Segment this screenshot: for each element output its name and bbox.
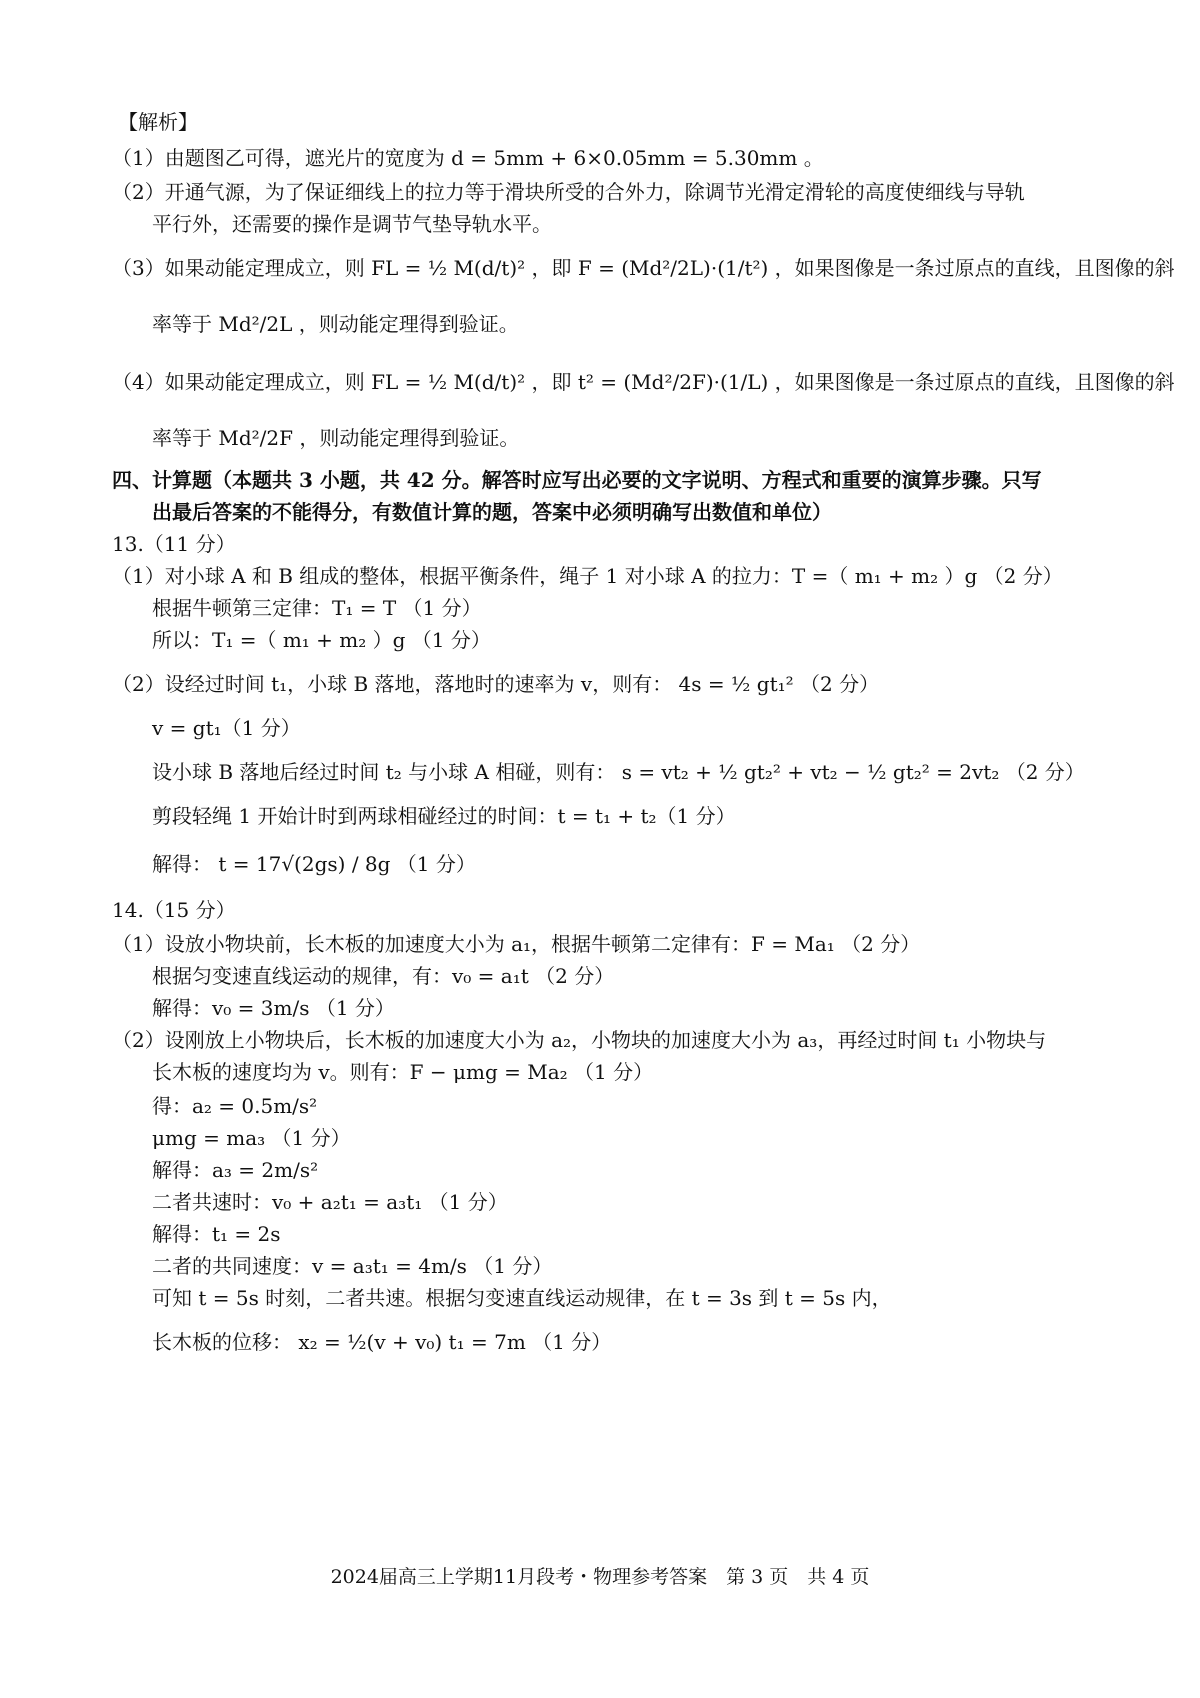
q13-part-1-line-2: 根据牛顿第三定律：T₁ = T （1 分） <box>152 596 482 620</box>
section-4-heading-line-1: 四、计算题（本题共 3 小题，共 42 分。解答时应写出必要的文字说明、方程式和重要的演算步骤。只写 <box>112 468 1042 492</box>
q14-part-1-line-3: 解得：v₀ = 3m/s （1 分） <box>152 996 395 1020</box>
page-footer: 2024届高三上学期11月段考・物理参考答案 第 3 页 共 4 页 <box>330 1566 870 1588</box>
lab-part-2-line-2: 平行外，还需要的操作是调节气垫导轨水平。 <box>152 212 552 236</box>
lab-part-3-line-2: 率等于 Md²/2L ，则动能定理得到验证。 <box>152 312 519 336</box>
q13-part-1-line-3: 所以：T₁ =（ m₁ + m₂ ）g （1 分） <box>152 628 491 652</box>
analysis-header: 【解析】 <box>118 110 198 134</box>
q14-part-2-line-7: 解得：t₁ = 2s <box>152 1222 281 1246</box>
q14-part-2-line-6: 二者共速时：v₀ + a₂t₁ = a₃t₁ （1 分） <box>152 1190 508 1214</box>
lab-part-4-line-2: 率等于 Md²/2F ，则动能定理得到验证。 <box>152 426 520 450</box>
q13-part-1-line-1: （1）对小球 A 和 B 组成的整体，根据平衡条件，绳子 1 对小球 A 的拉力：T =（ m₁ + m₂ ）g （2 分） <box>112 564 1063 588</box>
section-4-heading-line-2: 出最后答案的不能得分，有数值计算的题，答案中必须明确写出数值和单位） <box>152 500 832 524</box>
q14-heading: 14.（15 分） <box>112 898 236 922</box>
q13-part-2-line-1: （2）设经过时间 t₁，小球 B 落地，落地时的速率为 v，则有： 4s = ½ gt₁² （2 分） <box>112 672 880 696</box>
lab-part-4-line-1: （4）如果动能定理成立，则 FL = ½ M(d/t)² ，即 t² = (Md²/2F)·(1/L) ，如果图像是一条过原点的直线，且图像的斜 <box>112 370 1175 394</box>
q14-part-2-line-10: 长木板的位移： x₂ = ½(v + v₀) t₁ = 7m （1 分） <box>152 1330 612 1354</box>
q13-heading: 13.（11 分） <box>112 532 236 556</box>
q14-part-2-line-4: μmg = ma₃ （1 分） <box>152 1126 351 1150</box>
q13-part-2-line-4: 剪段轻绳 1 开始计时到两球相碰经过的时间：t = t₁ + t₂（1 分） <box>152 804 736 828</box>
q14-part-2-line-2: 长木板的速度均为 v。则有：F − μmg = Ma₂ （1 分） <box>152 1060 654 1084</box>
q14-part-2-line-9: 可知 t = 5s 时刻，二者共速。根据匀变速直线运动规律，在 t = 3s 到 t = 5s 内， <box>152 1286 892 1310</box>
lab-part-3-line-1: （3）如果动能定理成立，则 FL = ½ M(d/t)² ，即 F = (Md²/2L)·(1/t²) ，如果图像是一条过原点的直线，且图像的斜 <box>112 256 1175 280</box>
lab-part-2-line-1: （2）开通气源，为了保证细线上的拉力等于滑块所受的合外力，除调节光滑定滑轮的高度使细线与导轨 <box>112 180 1025 204</box>
q14-part-2-line-8: 二者的共同速度：v = a₃t₁ = 4m/s （1 分） <box>152 1254 553 1278</box>
q13-part-2-line-5: 解得： t = 17√(2gs) / 8g （1 分） <box>152 852 476 876</box>
q14-part-1-line-1: （1）设放小物块前，长木板的加速度大小为 a₁，根据牛顿第二定律有：F = Ma₁ （2 分） <box>112 932 921 956</box>
q14-part-1-line-2: 根据匀变速直线运动的规律，有：v₀ = a₁t （2 分） <box>152 964 615 988</box>
q14-part-2-line-1: （2）设刚放上小物块后，长木板的加速度大小为 a₂，小物块的加速度大小为 a₃，再经过时间 t₁ 小物块与 <box>112 1028 1047 1052</box>
q13-part-2-line-2: v = gt₁（1 分） <box>152 716 301 740</box>
q13-part-2-line-3: 设小球 B 落地后经过时间 t₂ 与小球 A 相碰，则有： s = vt₂ + ½ gt₂² + vt₂ − ½ gt₂² = 2vt₂ （2 分） <box>152 760 1085 784</box>
lab-part-1: （1）由题图乙可得，遮光片的宽度为 d = 5mm + 6×0.05mm = 5.30mm 。 <box>112 146 824 170</box>
q14-part-2-line-5: 解得：a₃ = 2m/s² <box>152 1158 319 1182</box>
q14-part-2-line-3: 得：a₂ = 0.5m/s² <box>152 1094 318 1118</box>
